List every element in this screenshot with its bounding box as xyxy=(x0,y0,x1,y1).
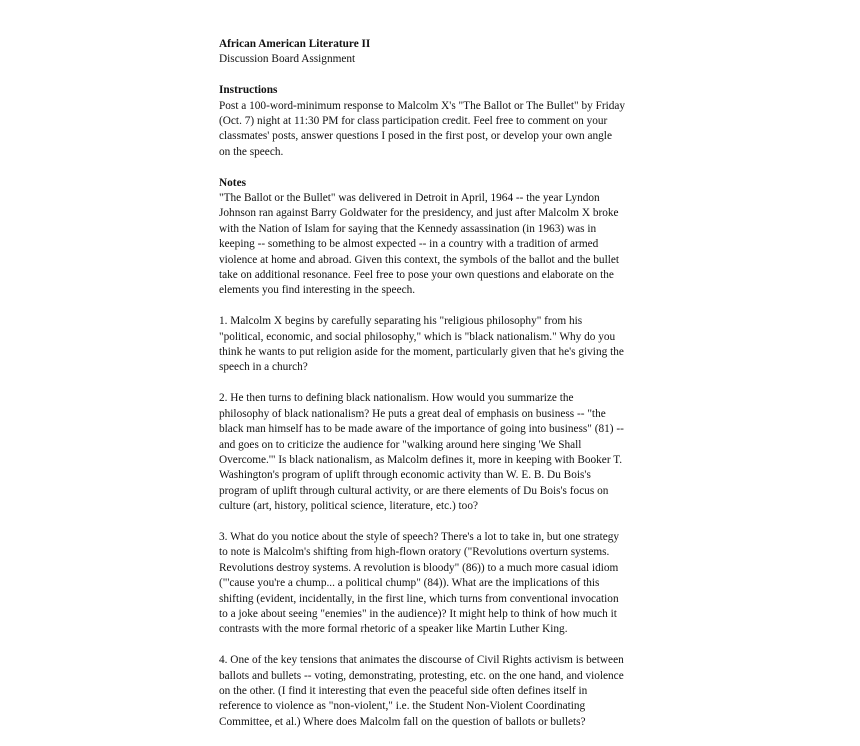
instructions-line: classmates' posts, answer questions I posed in the first post, or develop your own angle xyxy=(219,130,612,143)
instructions-line: Post a 100-word-minimum response to Malcolm X's "The Ballot or The Bullet" by Friday xyxy=(219,99,626,112)
document-header xyxy=(219,37,651,68)
assignment-title: Discussion Board Assignment xyxy=(219,53,356,66)
question-line: 4. One of the key tensions that animates the discourse of Civil Rights activism is between xyxy=(219,654,624,667)
question-line: Committee, et al.) Where does Malcolm fall on the question of ballots or bullets? xyxy=(219,715,586,728)
question-line: program of uplift through cultural activity, or are there elements of Du Bois's focus on xyxy=(219,484,609,497)
instructions-line: (Oct. 7) night at 11:30 PM for class participation credit. Feel free to comment on your xyxy=(219,115,608,128)
question-3 xyxy=(219,530,651,638)
question-line: on the other. (I find it interesting that even the peaceful side often defines itself in xyxy=(219,684,588,697)
question-line: Revolutions destroy systems. A revolution is bloody" (86)) to a much more casual idiom xyxy=(219,561,619,574)
question-line: to a joke about seeing "enemies" in the audience)? It might help to think of how much it xyxy=(219,607,617,620)
question-2 xyxy=(219,391,651,514)
question-line: ballots and bullets -- voting, demonstrating, protesting, etc. on the one hand, and violence xyxy=(219,669,624,682)
question-line: 1. Malcolm X begins by carefully separating his "religious philosophy" from his xyxy=(219,315,583,328)
notes-line: Johnson ran against Barry Goldwater for the presidency, and just after Malcolm X broke xyxy=(219,207,619,220)
notes-line: with the Nation of Islam for saying that the Kennedy assassination (in 1963) was in xyxy=(219,222,597,235)
question-line: reference to violence as "non-violent," i.e. the Student Non-Violent Coordinating xyxy=(219,700,586,713)
instructions-section xyxy=(219,83,651,160)
question-line: think he wants to put religion aside for the moment, particularly given that he's giving the xyxy=(219,346,624,359)
question-line: philosophy of black nationalism? He puts a great deal of emphasis on business -- "the xyxy=(219,407,606,420)
notes-line: violence at home and abroad. Given this context, the symbols of the ballot and the bullet xyxy=(219,253,619,266)
question-line: speech in a church? xyxy=(219,361,308,374)
question-4 xyxy=(219,653,651,730)
document-body xyxy=(219,37,651,746)
question-line: and goes on to criticize the audience for "walking around here singing 'We Shall xyxy=(219,438,582,451)
question-line: 2. He then turns to defining black nationalism. How would you summarize the xyxy=(219,392,574,405)
instructions-heading: Instructions xyxy=(219,84,278,97)
question-line: black man himself has to be made aware of the importance of going into business" (81) -- xyxy=(219,423,624,436)
question-line: Washington's program of uplift through economic activity than W. E. B. Du Bois's xyxy=(219,469,591,482)
notes-line: "The Ballot or the Bullet" was delivered in Detroit in April, 1964 -- the year Lyndon xyxy=(219,192,600,205)
question-line: 3. What do you notice about the style of speech? There's a lot to take in, but one strategy xyxy=(219,530,620,543)
question-line: culture (art, history, political science, literature, etc.) too? xyxy=(219,500,478,513)
question-1 xyxy=(219,314,651,376)
course-title: African American Literature II xyxy=(219,38,371,50)
question-line: ("'cause you're a chump... a political chump" (84)). What are the implications of this xyxy=(219,577,600,590)
question-line: contrasts with the more formal rhetoric of a speaker like Martin Luther King. xyxy=(219,623,568,636)
notes-line: keeping -- something to be almost expected -- in a country with a tradition of armed xyxy=(219,238,599,251)
question-line: shifting (evident, incidentally, in the first line, which turns from conventional invocation xyxy=(219,592,619,605)
instructions-line: on the speech. xyxy=(219,145,284,158)
question-line: "political, economic, and social philosophy," which is "black nationalism." Why do you xyxy=(219,330,616,343)
question-line: to note is Malcolm's shifting from high-flown oratory ("Revolutions overturn systems. xyxy=(219,546,610,559)
notes-heading: Notes xyxy=(219,176,246,189)
question-line: Overcome.'" Is black nationalism, as Malcolm defines it, more in keeping with Booker T. xyxy=(219,453,623,466)
notes-line: take on additional resonance. Feel free to pose your own questions and elaborate on the xyxy=(219,269,614,282)
notes-line: elements you find interesting in the speech. xyxy=(219,284,416,297)
notes-section xyxy=(219,176,651,299)
